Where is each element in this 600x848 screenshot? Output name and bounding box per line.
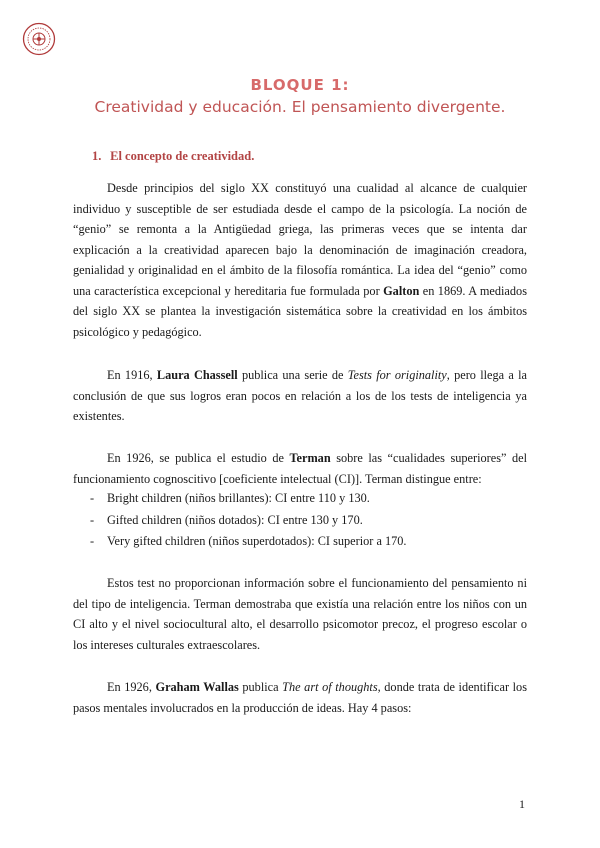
paragraph-test-limitations: Estos test no proporcionan información sobre el funcionamiento del pensamiento ni del tipo de inteligencia. Terman demostraba que existía una relación entre los niños con un CI alto y el nivel sociocultural alto, el desarrollo psicomotor precoz, el progreso escolar o los intereses culturales extraescolares. <box>73 576 527 652</box>
list-item: - Bright children (niños brillantes): CI entre 110 y 130. <box>90 488 520 510</box>
university-seal-logo <box>22 22 56 56</box>
block-title: BLOQUE 1: <box>250 76 350 94</box>
paragraph-wallas: En 1926, Graham Wallas publica The art of thoughts, donde trata de identificar los pasos mentales involucrados en la producción de ideas. Hay 4 pasos: <box>73 680 527 715</box>
block-subtitle: Creatividad y educación. El pensamiento divergente. <box>94 98 506 116</box>
page-number: 1 <box>519 797 525 811</box>
name-chassell: Laura Chassell <box>156 368 238 382</box>
name-galton: Galton <box>383 283 420 298</box>
paragraph-terman: En 1926, se publica el estudio de Terman sobre las “cualidades superiores” del funcionamiento cognoscitivo [coeficiente intelectual (CI)]. Terman distingue entre: <box>73 451 527 486</box>
terman-categories-list <box>90 488 520 553</box>
list-item: - Gifted children (niños dotados): CI entre 130 y 170. <box>90 510 520 532</box>
section-title: El concepto de creatividad. <box>110 149 255 163</box>
paragraph-chassell: En 1916, Laura Chassell publica una serie de Tests for originality, pero llega a la conclusión de que sus logros eran pocos en relación a los de los tests de inteligencia ya existentes. <box>73 368 527 423</box>
section-heading <box>92 149 254 164</box>
paragraph-origins: Desde principios del siglo XX constituyó una cualidad al alcance de cualquier individuo y susceptible de ser estudiada desde el campo de la psicología. La noción de “genio” se remonta a la Antigüedad griega, las primeras veces que se intenta dar explicación a la creatividad aparecen bajo la denominación de imaginación creadora, genialidad y originalidad en el ámbito de la filosofía romántica. La idea del “genio” como una característica excepcional y hereditaria fue formulada por Galton en 1869. A mediados del siglo XX se plantea la investigación sistemática sobre la creatividad en los ámbitos psicológico y pedagógico. <box>73 181 527 339</box>
title-art-of-thoughts: The art of thoughts, <box>282 680 381 694</box>
list-item: - Very gifted children (niños superdotados): CI superior a 170. <box>90 531 520 553</box>
title-tests-for-originality: Tests for originality <box>347 368 447 382</box>
name-terman: Terman <box>289 451 331 465</box>
section-number: 1. <box>92 149 102 163</box>
name-wallas: Graham Wallas <box>155 680 239 694</box>
